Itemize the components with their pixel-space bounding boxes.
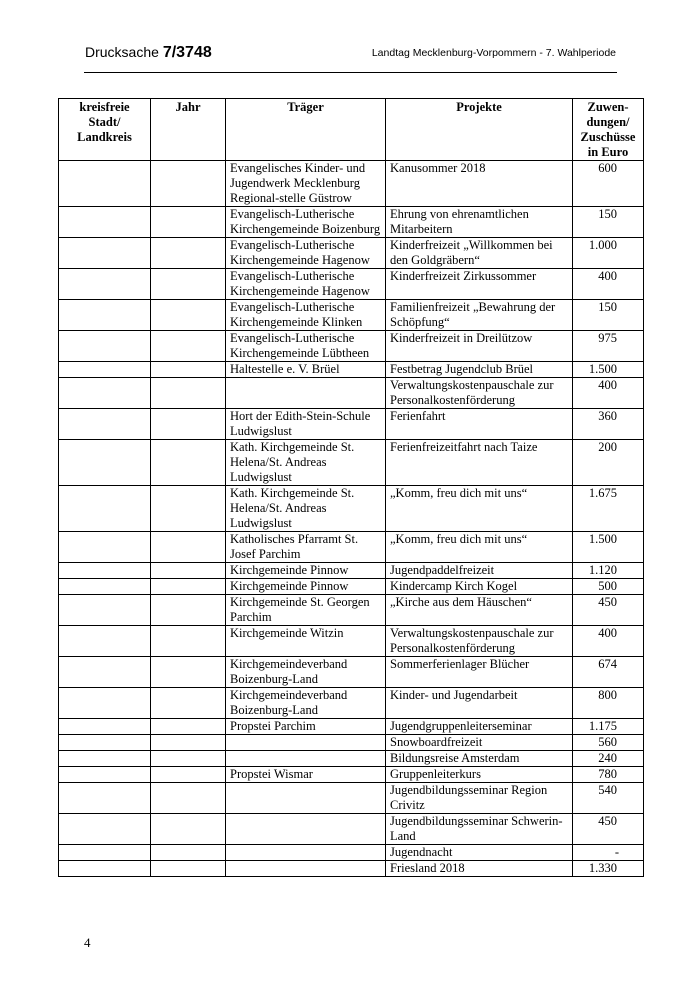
cell-jahr: [151, 767, 226, 783]
table-row: [59, 845, 644, 861]
table-row: [59, 735, 644, 751]
cell-jahr: [151, 735, 226, 751]
cell-jahr: [151, 331, 226, 362]
cell-projekt: Jugendbildungsseminar Region Crivitz: [386, 783, 573, 814]
cell-betrag: 200: [573, 440, 644, 486]
cell-projekt: „Kirche aus dem Häuschen“: [386, 595, 573, 626]
header-traeger: Träger: [226, 99, 386, 161]
cell-traeger: Kirchgemeindeverband Boizenburg-Land: [226, 688, 386, 719]
cell-traeger: Evangelisch-Lutherische Kirchengemeinde Hagenow: [226, 238, 386, 269]
cell-jahr: [151, 532, 226, 563]
cell-projekt: Verwaltungskostenpauschale zur Personalkostenförderung: [386, 626, 573, 657]
cell-traeger: [226, 814, 386, 845]
cell-landkreis: [59, 861, 151, 877]
cell-traeger: Kirchgemeinde St. Georgen Parchim: [226, 595, 386, 626]
cell-landkreis: [59, 719, 151, 735]
cell-traeger: Kirchgemeindeverband Boizenburg-Land: [226, 657, 386, 688]
cell-projekt: Jugendnacht: [386, 845, 573, 861]
cell-projekt: Jugendbildungsseminar Schwerin-Land: [386, 814, 573, 845]
cell-traeger: Evangelisches Kinder- und Jugendwerk Mecklenburg Regional-stelle Güstrow: [226, 161, 386, 207]
cell-landkreis: [59, 563, 151, 579]
cell-landkreis: [59, 657, 151, 688]
cell-jahr: [151, 300, 226, 331]
doc-number: 7/3748: [162, 44, 212, 61]
cell-betrag: 1.120: [573, 563, 644, 579]
table-row: [59, 331, 644, 362]
cell-traeger: Evangelisch-Lutherische Kirchengemeinde Hagenow: [226, 269, 386, 300]
table-header-row: [59, 99, 644, 161]
table-row: [59, 719, 644, 735]
cell-landkreis: [59, 845, 151, 861]
cell-betrag: 400: [573, 378, 644, 409]
cell-jahr: [151, 207, 226, 238]
cell-projekt: Snowboardfreizeit: [386, 735, 573, 751]
cell-traeger: [226, 861, 386, 877]
table-row: [59, 238, 644, 269]
cell-jahr: [151, 579, 226, 595]
cell-projekt: Festbetrag Jugendclub Brüel: [386, 362, 573, 378]
cell-betrag: 600: [573, 161, 644, 207]
cell-traeger: Haltestelle e. V. Brüel: [226, 362, 386, 378]
cell-landkreis: [59, 767, 151, 783]
table-row: [59, 783, 644, 814]
cell-jahr: [151, 814, 226, 845]
cell-jahr: [151, 783, 226, 814]
cell-projekt: Kinder- und Jugendarbeit: [386, 688, 573, 719]
cell-jahr: [151, 626, 226, 657]
table-row: [59, 751, 644, 767]
cell-projekt: „Komm, freu dich mit uns“: [386, 532, 573, 563]
header-landkreis: kreisfreie Stadt/ Landkreis: [59, 99, 151, 161]
table-row: [59, 861, 644, 877]
table-row: [59, 440, 644, 486]
cell-landkreis: [59, 440, 151, 486]
cell-betrag: 400: [573, 626, 644, 657]
cell-jahr: [151, 563, 226, 579]
cell-landkreis: [59, 362, 151, 378]
cell-projekt: Sommerferienlager Blücher: [386, 657, 573, 688]
cell-traeger: Kirchgemeinde Pinnow: [226, 579, 386, 595]
cell-betrag: 1.500: [573, 532, 644, 563]
cell-jahr: [151, 378, 226, 409]
cell-betrag: 450: [573, 814, 644, 845]
cell-landkreis: [59, 238, 151, 269]
cell-projekt: Jugendpaddelfreizeit: [386, 563, 573, 579]
cell-betrag: 150: [573, 207, 644, 238]
cell-landkreis: [59, 300, 151, 331]
cell-projekt: Bildungsreise Amsterdam: [386, 751, 573, 767]
header-projekte: Projekte: [386, 99, 573, 161]
cell-traeger: Evangelisch-Lutherische Kirchengemeinde Klinken: [226, 300, 386, 331]
cell-projekt: Kinderfreizeit „Willkommen bei den Goldgräbern“: [386, 238, 573, 269]
cell-landkreis: [59, 409, 151, 440]
cell-traeger: [226, 735, 386, 751]
cell-jahr: [151, 486, 226, 532]
cell-landkreis: [59, 595, 151, 626]
cell-projekt: Kindercamp Kirch Kogel: [386, 579, 573, 595]
cell-betrag: 150: [573, 300, 644, 331]
cell-betrag: 560: [573, 735, 644, 751]
cell-betrag: -: [573, 845, 644, 861]
cell-traeger: Katholisches Pfarramt St. Josef Parchim: [226, 532, 386, 563]
cell-betrag: 800: [573, 688, 644, 719]
cell-landkreis: [59, 378, 151, 409]
table-row: [59, 814, 644, 845]
funding-table: [58, 98, 644, 877]
table-row: [59, 563, 644, 579]
cell-landkreis: [59, 688, 151, 719]
cell-traeger: Kath. Kirchgemeinde St. Helena/St. Andreas Ludwigslust: [226, 486, 386, 532]
cell-jahr: [151, 861, 226, 877]
table-row: [59, 532, 644, 563]
parliament-label: Landtag Mecklenburg-Vorpommern - 7. Wahlperiode: [371, 47, 616, 59]
cell-betrag: 780: [573, 767, 644, 783]
table-row: [59, 595, 644, 626]
cell-betrag: 1.000: [573, 238, 644, 269]
cell-betrag: 1.330: [573, 861, 644, 877]
table-row: [59, 207, 644, 238]
table-row: [59, 362, 644, 378]
cell-traeger: Propstei Parchim: [226, 719, 386, 735]
cell-betrag: 975: [573, 331, 644, 362]
cell-traeger: Evangelisch-Lutherische Kirchengemeinde Boizenburg: [226, 207, 386, 238]
cell-projekt: Gruppenleiterkurs: [386, 767, 573, 783]
cell-projekt: Verwaltungskostenpauschale zur Personalkostenförderung: [386, 378, 573, 409]
page-number: 4: [84, 935, 91, 950]
cell-jahr: [151, 362, 226, 378]
cell-jahr: [151, 657, 226, 688]
cell-jahr: [151, 409, 226, 440]
cell-projekt: Jugendgruppenleiterseminar: [386, 719, 573, 735]
cell-traeger: Kirchgemeinde Pinnow: [226, 563, 386, 579]
cell-betrag: 400: [573, 269, 644, 300]
table-row: [59, 657, 644, 688]
cell-betrag: 360: [573, 409, 644, 440]
cell-traeger: Propstei Wismar: [226, 767, 386, 783]
cell-betrag: 1.500: [573, 362, 644, 378]
cell-jahr: [151, 688, 226, 719]
header-jahr: Jahr: [151, 99, 226, 161]
header-zuwendungen: Zuwen-dungen/ Zuschüsse in Euro: [573, 99, 644, 161]
cell-landkreis: [59, 735, 151, 751]
cell-landkreis: [59, 486, 151, 532]
cell-landkreis: [59, 269, 151, 300]
table-row: [59, 579, 644, 595]
table-row: [59, 161, 644, 207]
cell-betrag: 1.675: [573, 486, 644, 532]
cell-traeger: [226, 783, 386, 814]
cell-traeger: [226, 751, 386, 767]
header-rule: [84, 72, 617, 73]
cell-landkreis: [59, 331, 151, 362]
cell-traeger: [226, 845, 386, 861]
cell-landkreis: [59, 751, 151, 767]
cell-jahr: [151, 595, 226, 626]
table-row: [59, 486, 644, 532]
cell-betrag: 240: [573, 751, 644, 767]
cell-jahr: [151, 269, 226, 300]
cell-traeger: [226, 378, 386, 409]
cell-jahr: [151, 719, 226, 735]
cell-jahr: [151, 161, 226, 207]
cell-jahr: [151, 238, 226, 269]
cell-projekt: Familienfreizeit „Bewahrung der Schöpfung“: [386, 300, 573, 331]
table-row: [59, 688, 644, 719]
table-row: [59, 626, 644, 657]
table-row: [59, 767, 644, 783]
cell-projekt: Ehrung von ehrenamtlichen Mitarbeitern: [386, 207, 573, 238]
cell-betrag: 540: [573, 783, 644, 814]
cell-traeger: Evangelisch-Lutherische Kirchengemeinde Lübtheen: [226, 331, 386, 362]
cell-jahr: [151, 845, 226, 861]
table-row: [59, 300, 644, 331]
cell-jahr: [151, 751, 226, 767]
table-row: [59, 409, 644, 440]
cell-traeger: Kirchgemeinde Witzin: [226, 626, 386, 657]
cell-projekt: Kinderfreizeit Zirkussommer: [386, 269, 573, 300]
cell-landkreis: [59, 161, 151, 207]
cell-betrag: 500: [573, 579, 644, 595]
cell-landkreis: [59, 579, 151, 595]
cell-landkreis: [59, 783, 151, 814]
cell-projekt: Ferienfahrt: [386, 409, 573, 440]
cell-traeger: Hort der Edith-Stein-Schule Ludwigslust: [226, 409, 386, 440]
cell-landkreis: [59, 626, 151, 657]
cell-projekt: Kinderfreizeit in Dreilützow: [386, 331, 573, 362]
cell-betrag: 674: [573, 657, 644, 688]
cell-betrag: 1.175: [573, 719, 644, 735]
cell-projekt: Ferienfreizeitfahrt nach Taize: [386, 440, 573, 486]
cell-landkreis: [59, 814, 151, 845]
doc-label: Drucksache: [85, 44, 159, 60]
table-row: [59, 269, 644, 300]
cell-projekt: Friesland 2018: [386, 861, 573, 877]
cell-betrag: 450: [573, 595, 644, 626]
cell-jahr: [151, 440, 226, 486]
document-number: [85, 44, 212, 62]
cell-landkreis: [59, 532, 151, 563]
table-row: [59, 378, 644, 409]
cell-landkreis: [59, 207, 151, 238]
cell-projekt: Kanusommer 2018: [386, 161, 573, 207]
cell-projekt: „Komm, freu dich mit uns“: [386, 486, 573, 532]
cell-traeger: Kath. Kirchgemeinde St. Helena/St. Andreas Ludwigslust: [226, 440, 386, 486]
